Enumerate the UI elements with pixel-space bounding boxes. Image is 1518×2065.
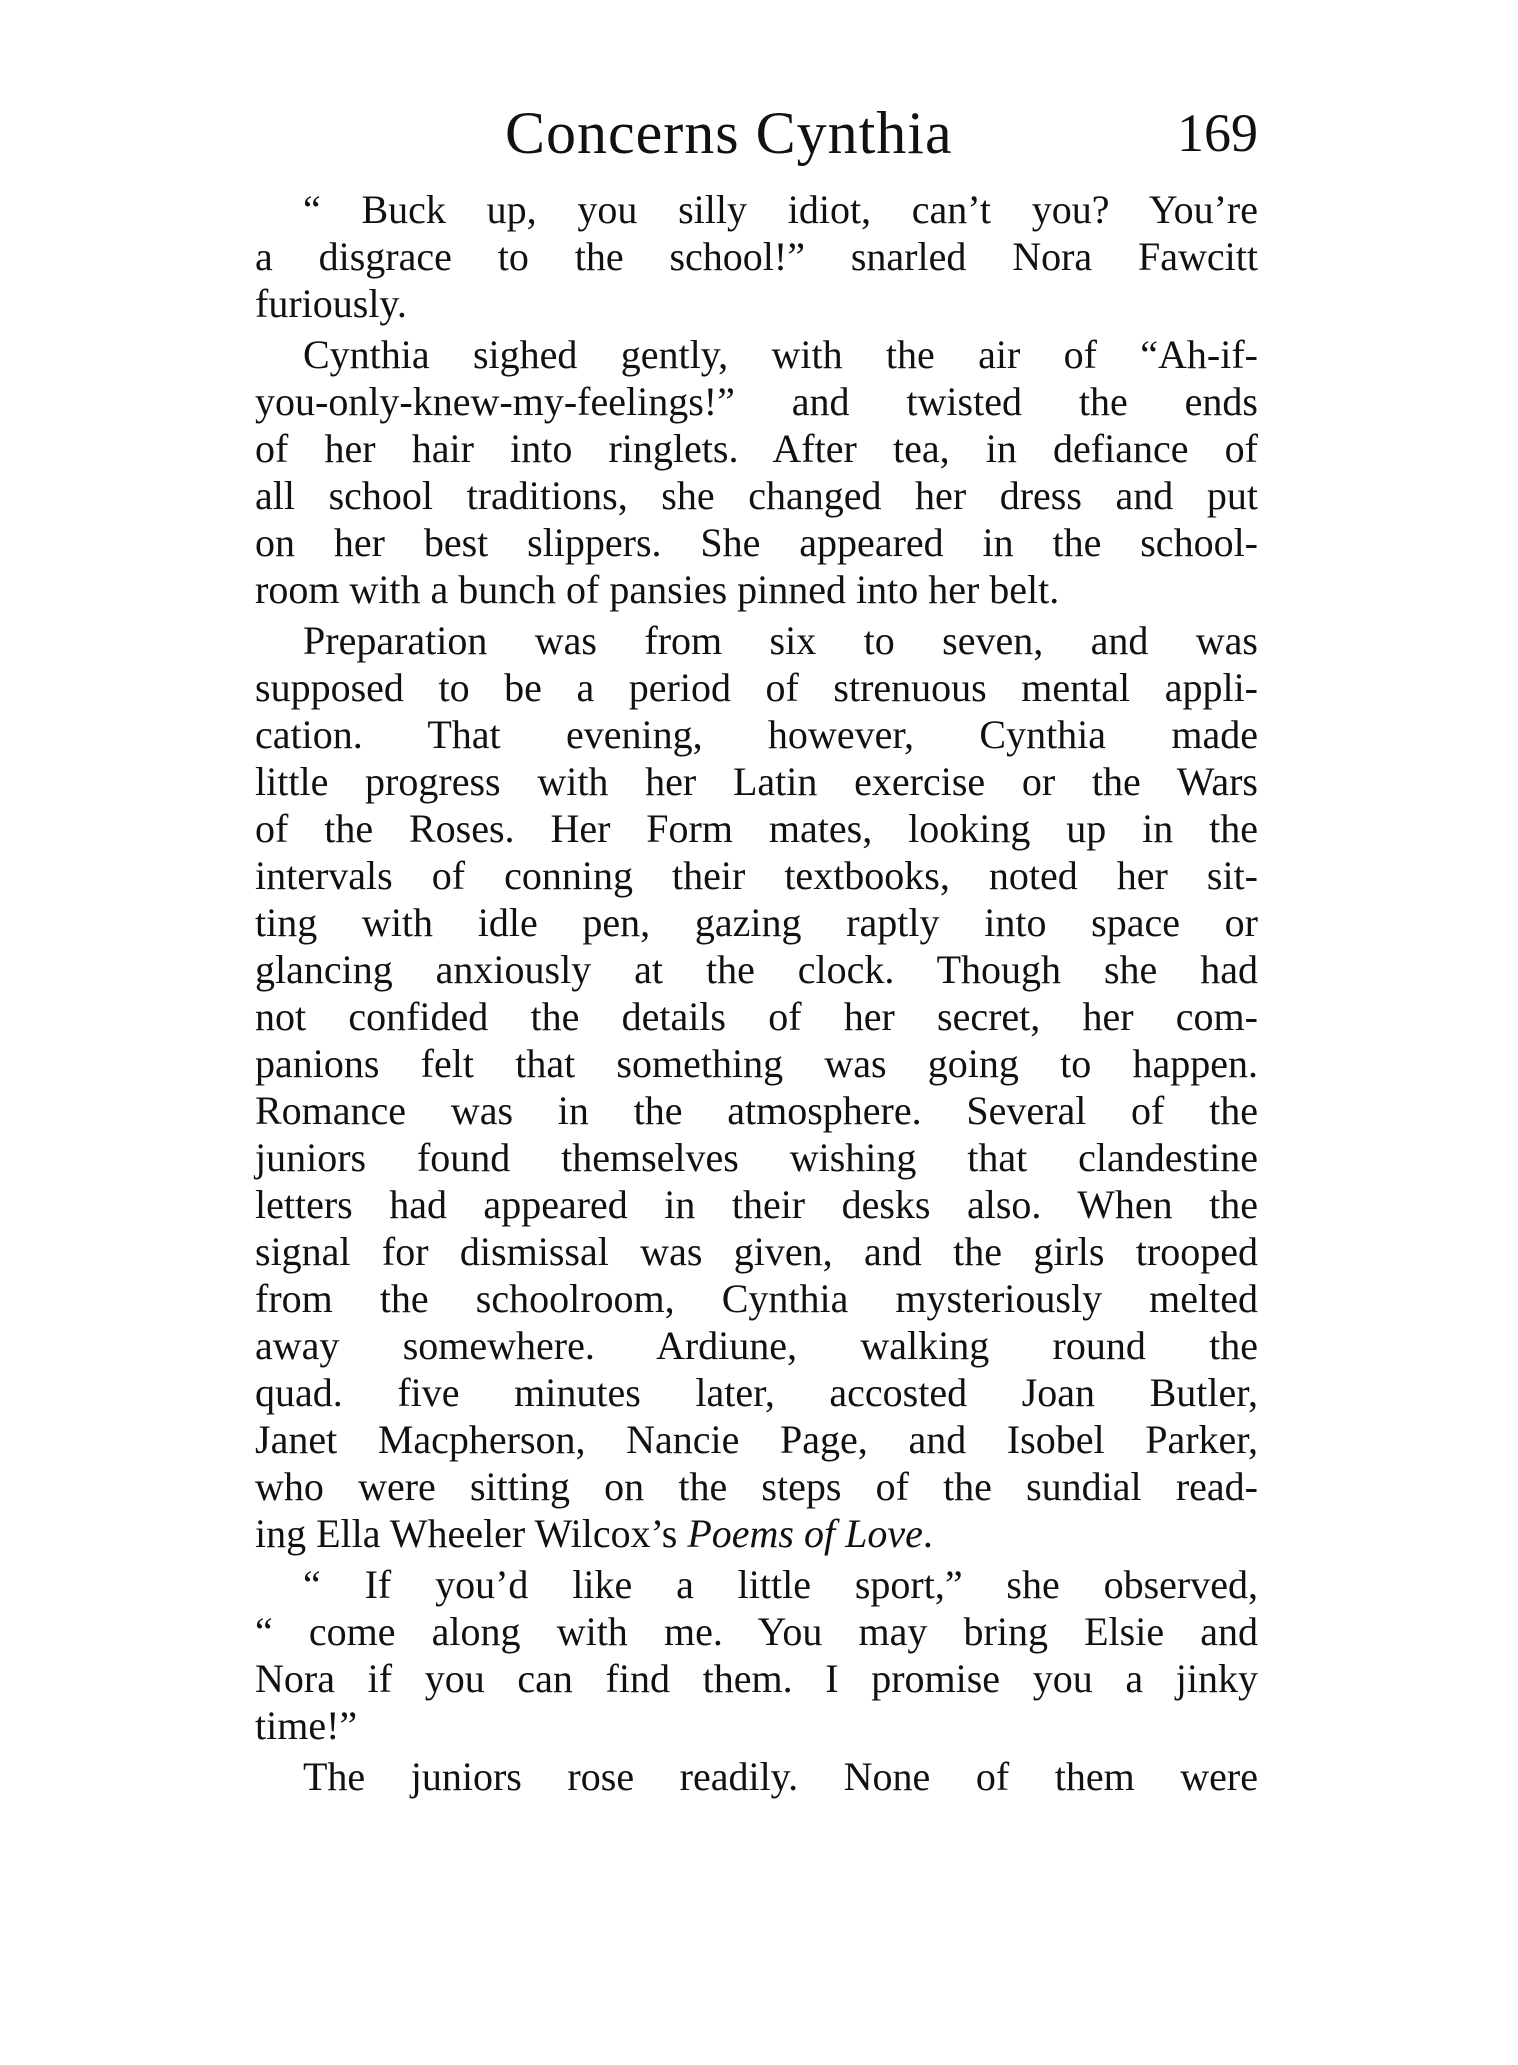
text-line: “ come along with me. You may bring Elsie and [255,1609,1258,1654]
text-line: ting with idle pen, gazing raptly into space or [255,900,1258,945]
text-line: Preparation was from six to seven, and was [303,618,1258,663]
text-line: a disgrace to the school!” snarled Nora Fawcitt [255,234,1258,279]
text-line: “ Buck up, you silly idiot, can’t you? You’re [303,187,1258,232]
body-text [255,186,1258,1800]
text-line: furiously. [255,281,407,326]
text-line: not confided the details of her secret, her com- [255,994,1258,1039]
text-line [255,1510,1258,1557]
text-line: of her hair into ringlets. After tea, in defiance of [255,426,1258,471]
text-line: all school traditions, she changed her dress and put [255,473,1258,518]
text-line: of the Roses. Her Form mates, looking up in the [255,806,1258,851]
text-line: Romance was in the atmosphere. Several of the [255,1088,1258,1133]
page-number: 169 [1177,103,1258,163]
text-line: on her best slippers. She appeared in the school- [255,520,1258,565]
text-line: cation. That evening, however, Cynthia made [255,712,1258,757]
text-line: time!” [255,1703,358,1748]
text-line: Nora if you can find them. I promise you a jinky [255,1656,1258,1701]
running-title: Concerns Cynthia [505,100,953,166]
text-line: from the schoolroom, Cynthia mysteriously melted [255,1276,1258,1321]
text-line: you-only-knew-my-feelings!” and twisted the ends [255,379,1258,424]
text-line-start: ing Ella Wheeler Wilcox’s [255,1511,688,1556]
text-line: glancing anxiously at the clock. Though she had [255,947,1258,992]
text-line: signal for dismissal was given, and the girls trooped [255,1229,1258,1274]
text-line: quad. five minutes later, accosted Joan Butler, [255,1370,1258,1415]
text-line: little progress with her Latin exercise or the Wars [255,759,1258,804]
sentence-end: . [922,1511,933,1556]
text-line: supposed to be a period of strenuous mental appli- [255,665,1258,710]
text-line: away somewhere. Ardiune, walking round the [255,1323,1258,1368]
text-line: juniors found themselves wishing that clandestine [255,1135,1258,1180]
text-line: “ If you’d like a little sport,” she observed, [303,1562,1258,1607]
book-title: Poems of Love [687,1511,923,1556]
text-line: who were sitting on the steps of the sundial read- [255,1464,1258,1509]
text-line: letters had appeared in their desks also. When the [255,1182,1258,1227]
text-line: Janet Macpherson, Nancie Page, and Isobel Parker, [255,1417,1258,1462]
text-line: panions felt that something was going to happen. [255,1041,1258,1086]
text-line: The juniors rose readily. None of them were [303,1754,1258,1799]
text-line: Cynthia sighed gently, with the air of “Ah-if- [303,332,1258,377]
running-head [255,88,1258,178]
text-line: intervals of conning their textbooks, noted her sit- [255,853,1258,898]
text-line: room with a bunch of pansies pinned into her belt. [255,567,1060,612]
